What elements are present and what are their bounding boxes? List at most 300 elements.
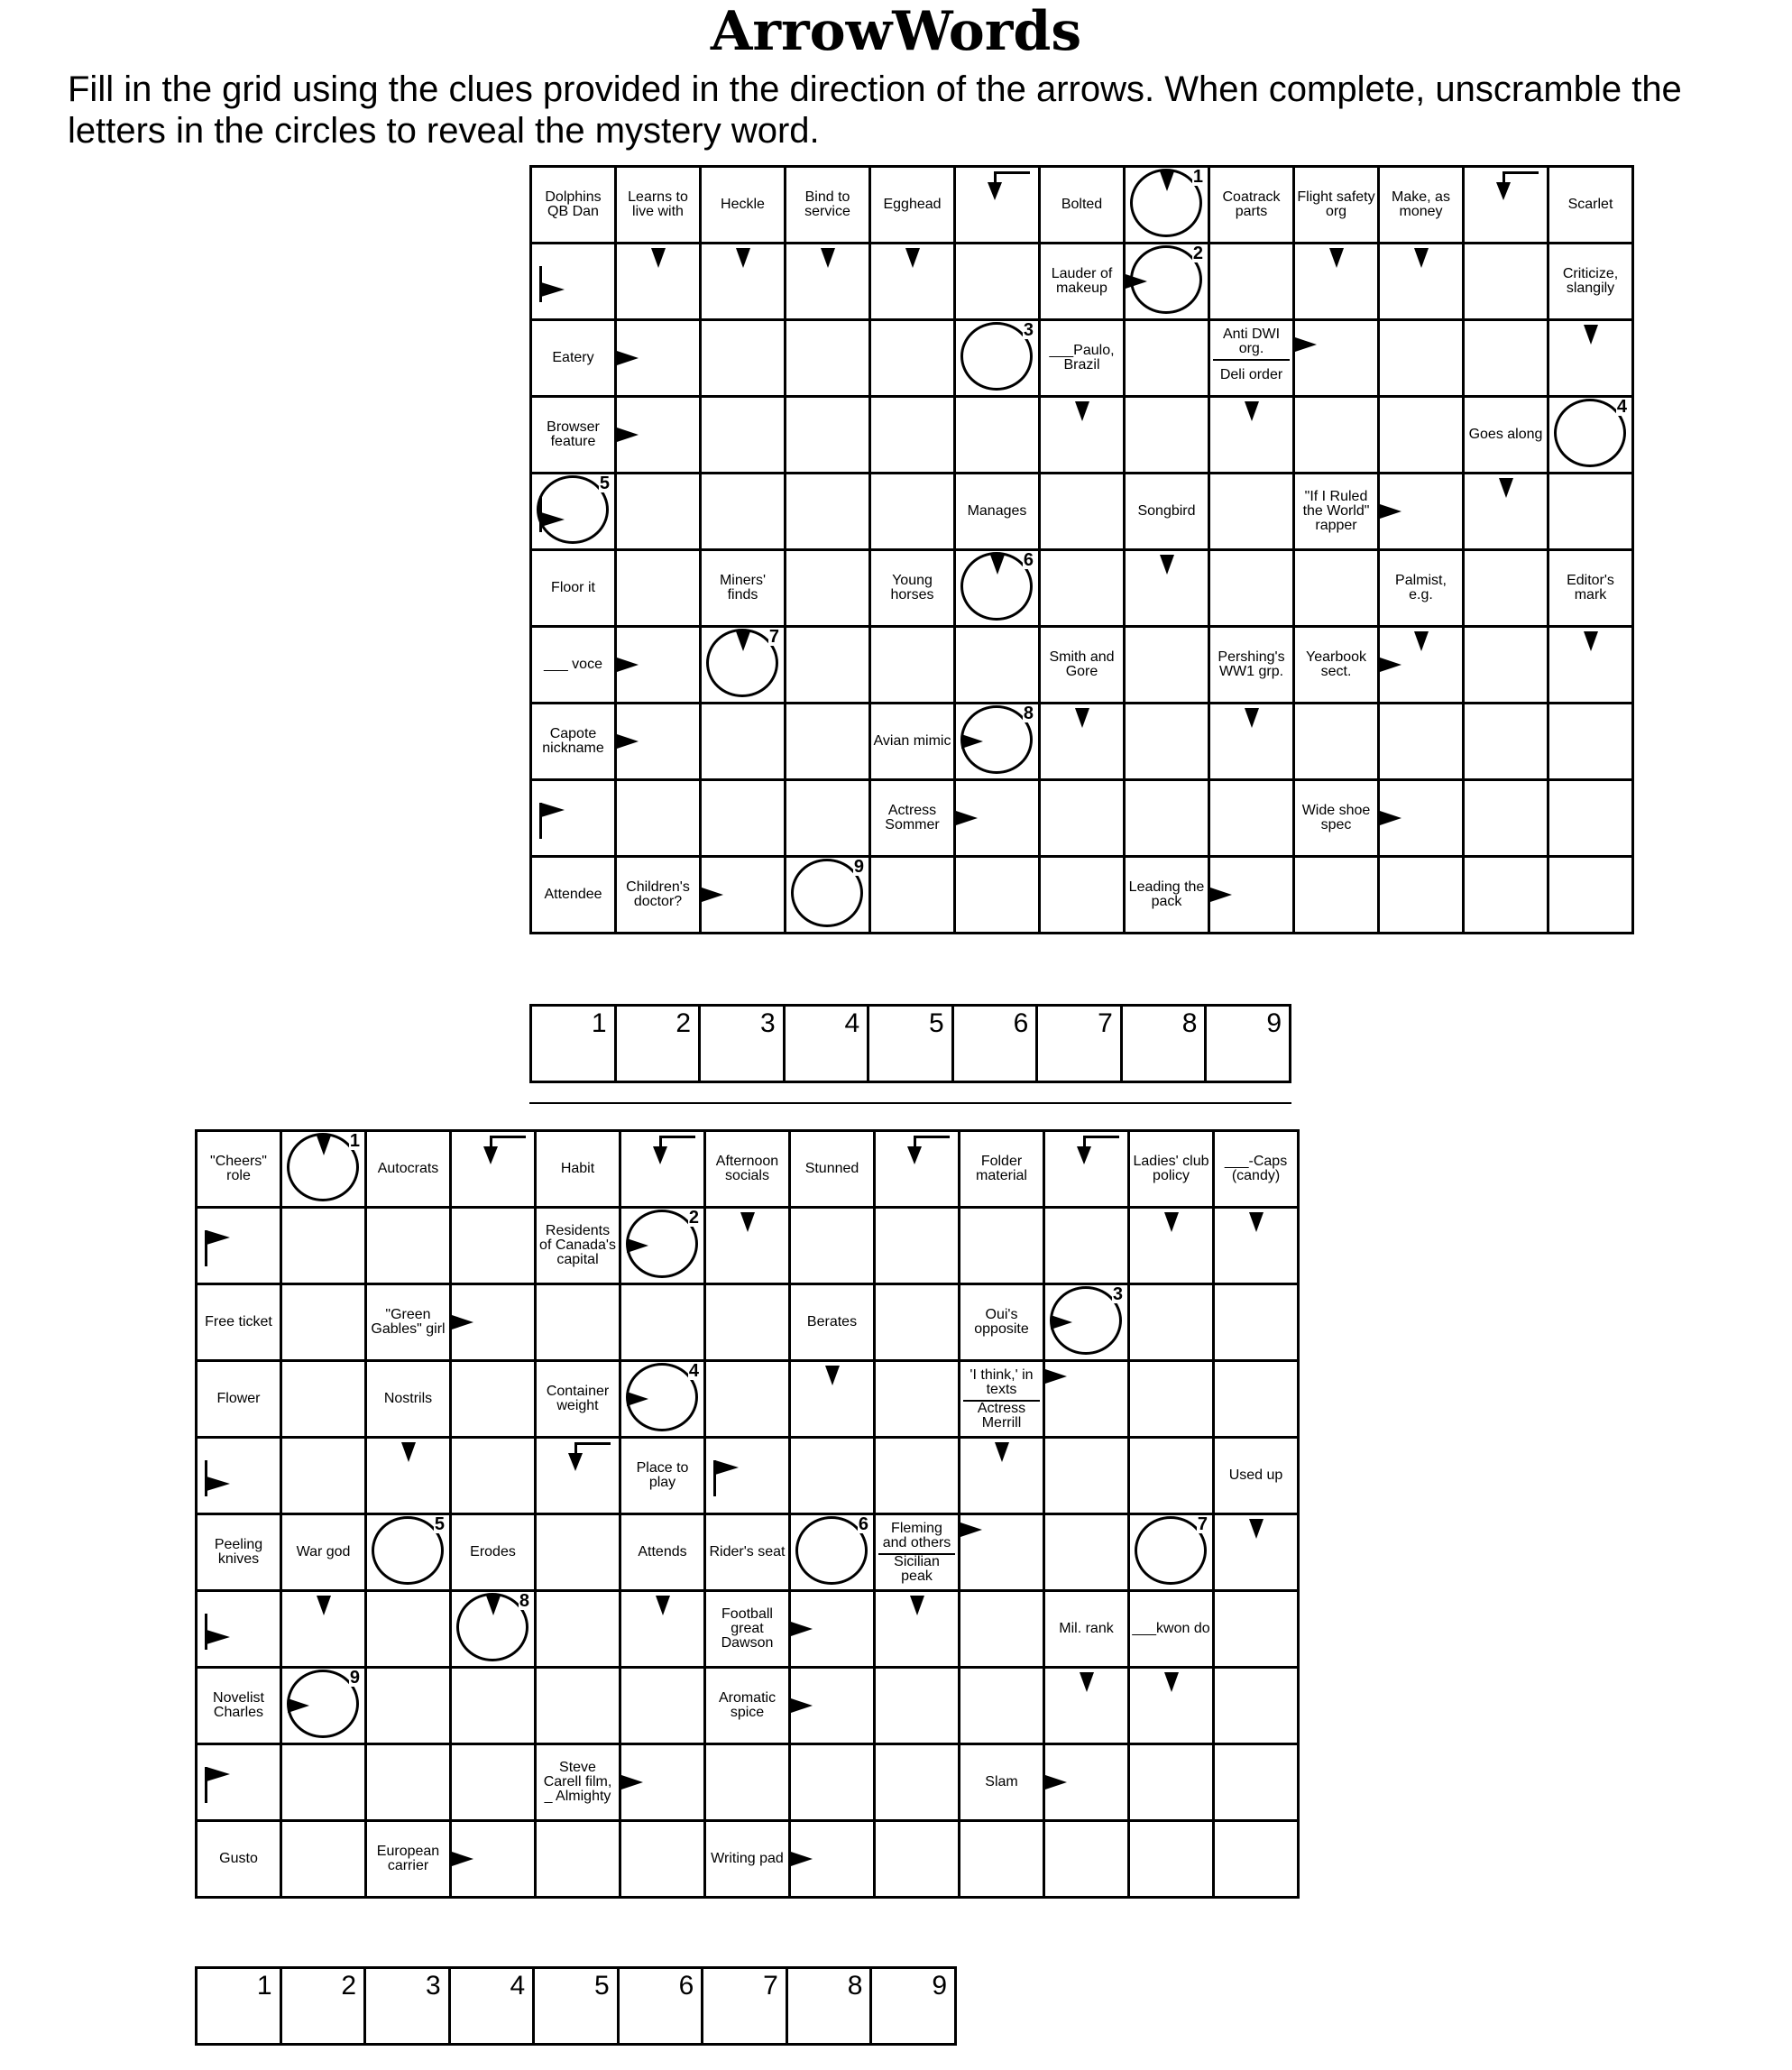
box-number: 6 [678,1971,694,2001]
answer-cell[interactable] [1214,1514,1299,1591]
clue-text: Aromatic spice [718,1690,777,1720]
circle-cell[interactable] [1129,1514,1214,1591]
answer-cell[interactable] [281,1284,366,1361]
answer-cell[interactable] [1548,704,1633,780]
answer-cell[interactable] [451,1208,536,1284]
clue-cell [870,550,955,627]
clue-text: Pershing's WW1 grp. [1218,649,1285,679]
clue-cell [281,1514,366,1591]
clue-cell [701,550,786,627]
down-arrow-icon [1245,401,1259,421]
clue-text: Afternoon socials [715,1154,779,1183]
answer-cell[interactable] [1125,550,1209,627]
answer-cell[interactable] [1044,1438,1129,1514]
answer-cell[interactable] [366,1438,451,1514]
clue-cell [1209,167,1294,244]
circle-cell[interactable] [790,1514,875,1591]
answer-cell[interactable] [197,1438,281,1514]
answer-cell[interactable] [1044,1514,1129,1591]
circle-cell[interactable] [786,857,870,934]
answer-cell[interactable] [786,244,870,320]
circle-number: 2 [688,1208,699,1228]
right-arrow-icon [791,1852,813,1866]
answer-cell[interactable] [870,397,955,474]
clue-cell [1548,550,1633,627]
clue-text: Floor it [551,580,595,595]
answer-cell[interactable] [1040,857,1125,934]
answer-cell[interactable] [620,1821,705,1898]
answer-cell[interactable] [616,550,701,627]
answer-cell[interactable] [875,1668,960,1744]
answer-cell[interactable] [1044,1821,1129,1898]
answer-cell[interactable] [701,397,786,474]
clue-text: Writing pad [711,1851,784,1866]
mystery-letter-box[interactable] [1121,1006,1206,1082]
answer-cell[interactable] [1548,627,1633,704]
answer-cell[interactable] [875,1131,960,1208]
answer-cell[interactable] [1209,397,1294,474]
mystery-letter-box[interactable] [531,1006,616,1082]
answer-cell[interactable] [1464,627,1548,704]
clue-cell [366,1284,451,1361]
down-arrow-icon [1249,1519,1264,1539]
box-number: 6 [1013,1008,1029,1038]
answer-cell[interactable] [1129,1668,1214,1744]
circle-cell[interactable] [451,1591,536,1668]
clue-cell [197,1668,281,1744]
answer-cell[interactable] [1464,857,1548,934]
double-clue-cell [960,1361,1044,1438]
answer-cell[interactable] [705,1744,790,1821]
answer-cell[interactable] [1209,704,1294,780]
clue-cell [531,550,616,627]
mystery-letter-box[interactable] [280,1968,365,2045]
answer-cell[interactable] [1294,550,1379,627]
clue-text: Fleming and others [878,1519,955,1555]
clue-text: Wide shoe spec [1301,803,1371,833]
answer-cell[interactable] [786,704,870,780]
answer-cell[interactable] [281,1208,366,1284]
answer-cell[interactable] [1125,780,1209,857]
answer-cell[interactable] [1125,397,1209,474]
circle-cell[interactable] [366,1514,451,1591]
right-arrow-icon [627,1392,648,1406]
circle-number: 1 [349,1131,360,1151]
clue-text: Egghead [883,197,942,212]
clue-text: Coatrack parts [1222,189,1281,219]
mystery-letter-box[interactable] [952,1006,1037,1082]
answer-cell[interactable] [1040,397,1125,474]
clue-text: Bind to service [804,189,850,219]
right-arrow-icon [288,1698,309,1713]
right-arrow-icon [961,734,983,749]
answer-cell[interactable] [197,1744,281,1821]
answer-cell[interactable] [1040,474,1125,550]
answer-cell[interactable] [616,780,701,857]
circle-number: 2 [1192,244,1203,263]
answer-cell[interactable] [1209,780,1294,857]
circle-number: 6 [858,1514,868,1534]
answer-cell[interactable] [1548,780,1633,857]
circle-number: 5 [599,474,610,493]
answer-cell[interactable] [616,474,701,550]
answer-cell[interactable] [875,1208,960,1284]
answer-cell[interactable] [790,1438,875,1514]
clue-text: Gusto [219,1851,258,1866]
mystery-letter-box[interactable] [786,1968,871,2045]
answer-cell[interactable] [786,627,870,704]
answer-cell[interactable] [1379,704,1464,780]
clue-text: "Green Gables" girl [371,1307,446,1337]
answer-cell[interactable] [701,780,786,857]
clue-text: 'I think,' in texts [963,1366,1040,1402]
box-number: 2 [675,1008,692,1038]
answer-cell[interactable] [875,1438,960,1514]
answer-cell[interactable] [960,1821,1044,1898]
circle-number: 4 [1616,397,1627,417]
circle-cell[interactable] [955,550,1040,627]
clue-text: Free ticket [205,1314,272,1329]
box-number: 4 [844,1008,860,1038]
circle-cell[interactable] [1548,397,1633,474]
answer-cell[interactable] [1464,244,1548,320]
right-arrow-icon [621,1775,643,1789]
answer-cell[interactable] [281,1821,366,1898]
answer-cell[interactable] [955,167,1040,244]
answer-cell[interactable] [955,627,1040,704]
answer-cell[interactable] [1129,1208,1214,1284]
answer-cell[interactable] [1379,244,1464,320]
answer-cell[interactable] [366,1208,451,1284]
mystery-letter-box[interactable] [868,1006,953,1082]
answer-cell[interactable] [451,1361,536,1438]
section-divider [529,1102,1291,1104]
circle-cell[interactable] [955,320,1040,397]
circle-cell[interactable] [531,474,616,550]
answer-cell[interactable] [960,1668,1044,1744]
clue-cell [1379,550,1464,627]
answer-cell[interactable] [705,1284,790,1361]
answer-cell[interactable] [875,1591,960,1668]
answer-cell[interactable] [790,1361,875,1438]
answer-cell[interactable] [1040,780,1125,857]
circle-cell[interactable] [955,704,1040,780]
answer-cell[interactable] [1464,167,1548,244]
down-arrow-icon [821,248,835,268]
answer-cell[interactable] [1464,474,1548,550]
circle-cell[interactable] [281,1131,366,1208]
circle-cell[interactable] [620,1208,705,1284]
clue-text: Heckle [721,197,765,212]
answer-cell[interactable] [451,1438,536,1514]
down-arrow-icon [486,1596,501,1615]
answer-cell[interactable] [1125,320,1209,397]
clue-text: Peeling knives [214,1537,263,1567]
answer-cell[interactable] [281,1438,366,1514]
clue-text: Ladies' club policy [1133,1154,1209,1183]
mystery-letter-box[interactable] [703,1968,787,2045]
circle-cell[interactable] [620,1361,705,1438]
answer-cell[interactable] [281,1744,366,1821]
answer-cell[interactable] [870,627,955,704]
flag-arrow-icon [205,1614,241,1650]
answer-cell[interactable] [366,1744,451,1821]
clue-text: Leading the pack [1128,879,1205,909]
circle-cell[interactable] [1044,1284,1129,1361]
mystery-letter-box[interactable] [784,1006,868,1082]
circle-cell[interactable] [1125,167,1209,244]
box-number: 8 [1181,1008,1198,1038]
flag-arrow-icon [205,1230,241,1266]
answer-cell[interactable] [1214,1284,1299,1361]
answer-cell[interactable] [451,1668,536,1744]
answer-cell[interactable] [1214,1591,1299,1668]
answer-cell[interactable] [1209,474,1294,550]
answer-cell[interactable] [1125,627,1209,704]
clue-text: Learns to live with [628,189,688,219]
answer-cell[interactable] [701,320,786,397]
box-number: 1 [256,1971,272,2001]
clue-cell [790,1131,875,1208]
answer-cell[interactable] [960,1438,1044,1514]
down-arrow-icon [1329,248,1344,268]
answer-cell[interactable] [705,1361,790,1438]
clue-text: Attends [638,1544,687,1559]
clue-text: Actress Sommer [885,803,940,833]
down-arrow-icon [736,631,750,651]
answer-cell[interactable] [366,1591,451,1668]
circle-number: 4 [688,1361,699,1381]
answer-cell[interactable] [1464,320,1548,397]
circle-marker [791,859,863,927]
answer-cell[interactable] [366,1668,451,1744]
answer-cell[interactable] [1129,1361,1214,1438]
right-arrow-icon [1210,888,1232,902]
clue-text: Stunned [804,1161,859,1176]
right-arrow-icon [1045,1369,1067,1384]
answer-cell[interactable] [1214,1361,1299,1438]
answer-cell[interactable] [451,1744,536,1821]
mystery-letter-box[interactable] [534,1968,619,2045]
clue-cell [870,780,955,857]
right-arrow-icon [956,811,978,825]
clue-text: Residents of Canada's capital [539,1223,616,1267]
answer-cell[interactable] [1294,320,1379,397]
clue-cell [531,320,616,397]
answer-cell[interactable] [705,1208,790,1284]
clue-cell [1129,1591,1214,1668]
answer-cell[interactable] [1044,1131,1129,1208]
answer-cell[interactable] [1379,397,1464,474]
answer-cell[interactable] [1379,857,1464,934]
answer-cell[interactable] [536,1821,620,1898]
answer-cell[interactable] [1214,1821,1299,1898]
answer-cell[interactable] [875,1361,960,1438]
mystery-letter-box[interactable] [700,1006,785,1082]
answer-cell[interactable] [1129,1284,1214,1361]
circle-cell[interactable] [701,627,786,704]
right-arrow-icon [1380,658,1401,672]
answer-cell[interactable] [451,1131,536,1208]
answer-cell[interactable] [1548,320,1633,397]
answer-cell[interactable] [875,1821,960,1898]
mystery-letter-box[interactable] [1037,1006,1122,1082]
clue-text: Nostrils [383,1391,433,1406]
answer-cell[interactable] [1209,550,1294,627]
circle-cell[interactable] [281,1668,366,1744]
answer-cell[interactable] [536,1591,620,1668]
answer-cell[interactable] [870,320,955,397]
clue-cell [1040,627,1125,704]
answer-cell[interactable] [786,780,870,857]
answer-cell[interactable] [531,244,616,320]
answer-cell[interactable] [197,1591,281,1668]
answer-cell[interactable] [701,244,786,320]
right-arrow-icon [627,1238,648,1253]
answer-cell[interactable] [1125,704,1209,780]
answer-cell[interactable] [786,550,870,627]
mystery-letter-box[interactable] [449,1968,534,2045]
clue-cell [955,474,1040,550]
answer-cell[interactable] [1214,1668,1299,1744]
answer-cell[interactable] [1464,704,1548,780]
answer-cell[interactable] [875,1284,960,1361]
circle-marker [960,322,1033,391]
answer-cell[interactable] [1464,550,1548,627]
right-arrow-icon [1051,1315,1072,1329]
answer-cell[interactable] [870,244,955,320]
clue-text: Novelist Charles [213,1690,264,1720]
clue-text: ___Paulo, Brazil [1049,343,1115,373]
answer-cell[interactable] [1214,1208,1299,1284]
circle-number: 7 [1197,1514,1208,1534]
clue-text: Lauder of makeup [1051,266,1113,296]
clue-text: ___ voce [544,657,602,672]
answer-cell[interactable] [960,1208,1044,1284]
answer-cell[interactable] [281,1361,366,1438]
clue-cell [197,1131,281,1208]
answer-cell[interactable] [620,1591,705,1668]
answer-cell[interactable] [955,397,1040,474]
answer-cell[interactable] [705,1438,790,1514]
right-arrow-icon [452,1315,473,1329]
clue-cell [705,1591,790,1668]
answer-cell[interactable] [1040,704,1125,780]
answer-cell[interactable] [1129,1744,1214,1821]
answer-cell[interactable] [197,1208,281,1284]
mystery-letter-box[interactable] [618,1968,703,2045]
mystery-letter-box[interactable] [197,1968,281,2045]
answer-cell[interactable] [1548,857,1633,934]
down-arrow-icon [317,1596,331,1615]
box-number: 5 [929,1008,944,1038]
answer-cell[interactable] [786,474,870,550]
answer-cell[interactable] [620,1668,705,1744]
answer-cell[interactable] [786,397,870,474]
answer-cell[interactable] [1129,1438,1214,1514]
answer-cell[interactable] [701,474,786,550]
answer-cell[interactable] [1209,244,1294,320]
clue-cell [870,704,955,780]
answer-cell[interactable] [620,1284,705,1361]
answer-cell[interactable] [1294,397,1379,474]
clue-cell [1040,167,1125,244]
mystery-letter-box[interactable] [1206,1006,1291,1082]
answer-cell[interactable] [1548,474,1633,550]
clue-cell [1294,780,1379,857]
answer-cell[interactable] [1379,320,1464,397]
answer-cell[interactable] [1044,1208,1129,1284]
down-arrow-icon [1249,1212,1264,1232]
answer-cell[interactable] [786,320,870,397]
box-number: 5 [594,1971,610,2001]
elbow-arrow-icon [994,171,1030,197]
answer-cell[interactable] [960,1591,1044,1668]
answer-cell[interactable] [616,244,701,320]
answer-cell[interactable] [790,1744,875,1821]
mystery-letter-box[interactable] [871,1968,956,2045]
answer-cell[interactable] [870,474,955,550]
answer-cell[interactable] [790,1208,875,1284]
answer-cell[interactable] [536,1284,620,1361]
answer-cell[interactable] [536,1668,620,1744]
answer-cell[interactable] [1214,1744,1299,1821]
clue-text: ___-Caps (candy) [1224,1154,1288,1183]
answer-cell[interactable] [870,857,955,934]
clue-text: Smith and Gore [1049,649,1115,679]
box-number: 3 [425,1971,441,2001]
answer-cell[interactable] [536,1514,620,1591]
answer-cell[interactable] [1294,704,1379,780]
clue-cell [1214,1131,1299,1208]
clue-cell [366,1361,451,1438]
clue-text: Rider's seat [709,1544,786,1559]
answer-cell[interactable] [1040,550,1125,627]
answer-cell[interactable] [1294,244,1379,320]
answer-cell[interactable] [281,1591,366,1668]
circle-number: 6 [1023,550,1034,570]
right-arrow-icon [1380,811,1401,825]
double-clue-cell [1209,320,1294,397]
clue-text: Place to play [636,1460,689,1490]
answer-cell[interactable] [955,857,1040,934]
clue-cell [870,167,955,244]
mystery-letter-box[interactable] [365,1968,450,2045]
down-arrow-icon [1075,401,1089,421]
down-arrow-icon [1075,708,1089,728]
clue-cell [451,1514,536,1591]
answer-cell[interactable] [875,1744,960,1821]
answer-cell[interactable] [1464,780,1548,857]
answer-cell[interactable] [536,1438,620,1514]
clue-text: Container weight [546,1384,610,1413]
clue-cell [701,167,786,244]
flag-arrow-icon [205,1767,241,1803]
clue-text: Sicilian peak [894,1554,940,1584]
right-arrow-icon [617,351,639,365]
mystery-letter-box[interactable] [615,1006,700,1082]
answer-cell[interactable] [955,244,1040,320]
answer-cell[interactable] [1044,1668,1129,1744]
answer-cell[interactable] [531,780,616,857]
box-number: 8 [847,1971,863,2001]
right-arrow-icon [617,734,639,749]
answer-cell[interactable] [701,704,786,780]
flag-arrow-icon [539,496,575,532]
answer-cell[interactable] [1129,1821,1214,1898]
answer-cell[interactable] [1294,857,1379,934]
answer-cell[interactable] [620,1131,705,1208]
